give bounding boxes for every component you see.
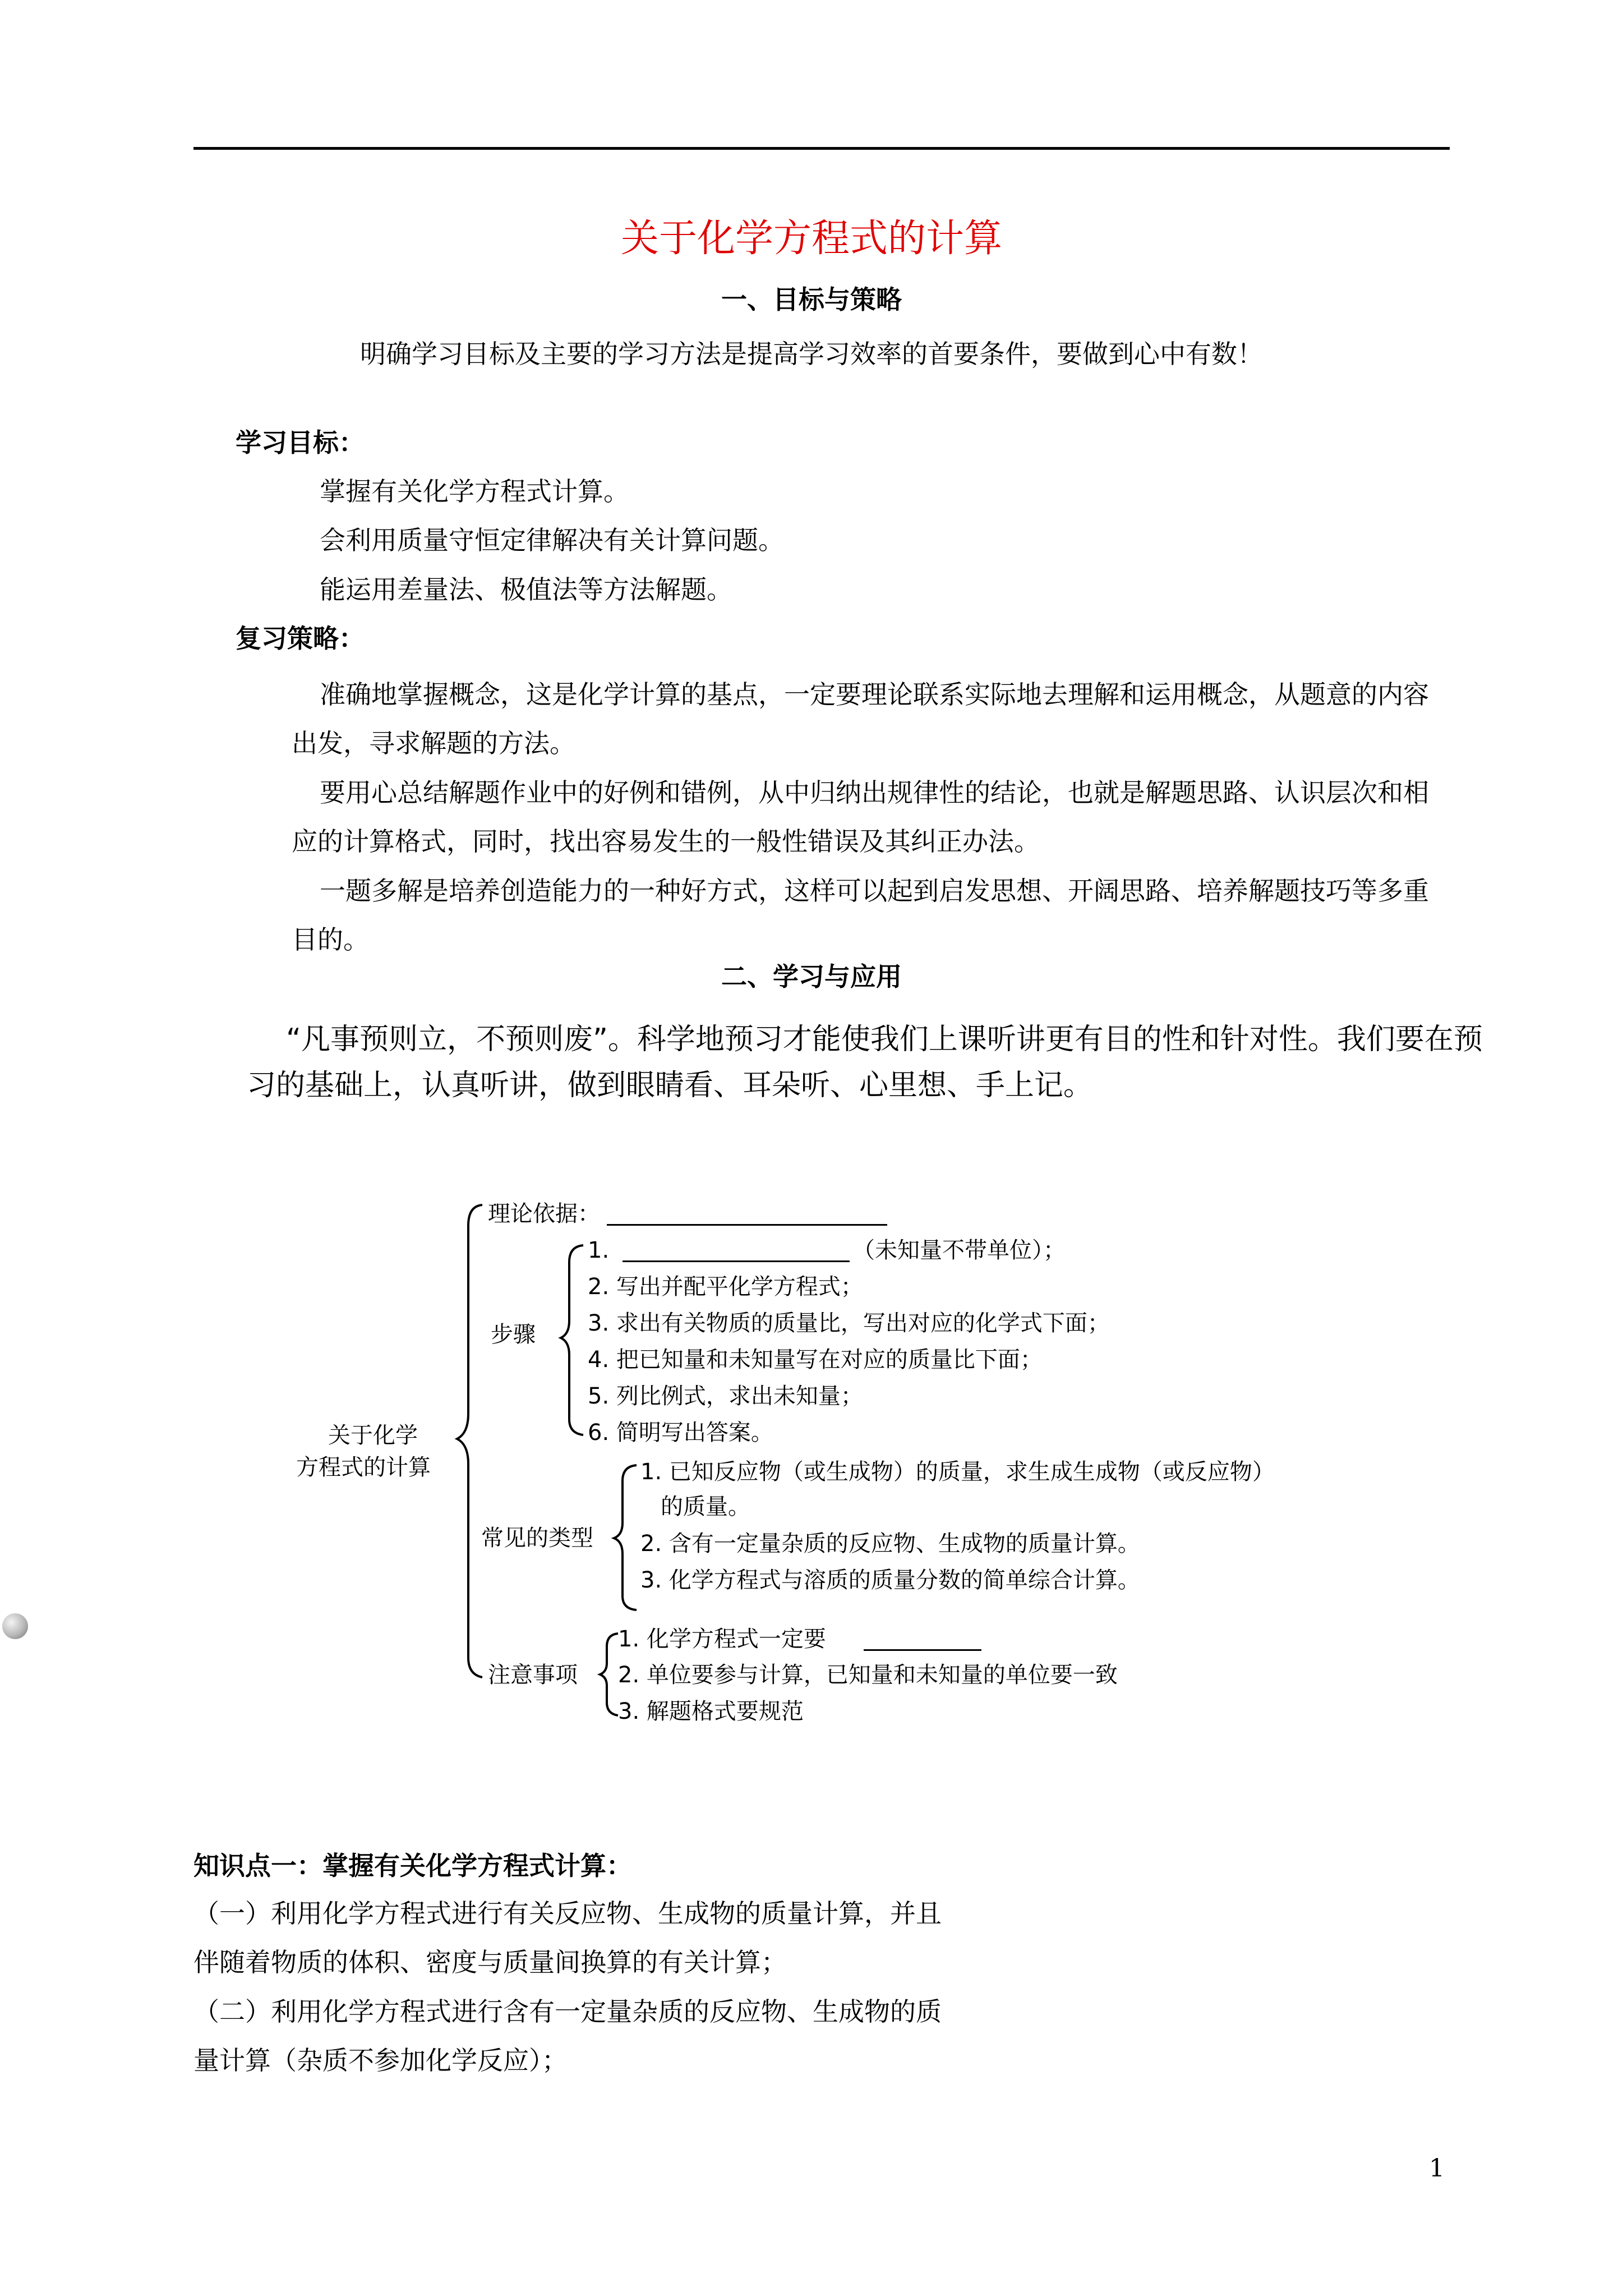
- page-title: 关于化学方程式的计算: [620, 217, 1002, 261]
- step-item: 1.: [588, 1237, 610, 1263]
- goal-item: 会利用质量守恒定律解决有关计算问题。: [320, 525, 784, 555]
- type-item: 2. 含有一定量杂质的反应物、生成物的质量计算。: [640, 1531, 1140, 1557]
- section-intro: 明确学习目标及主要的学习方法是提高学习效率的首要条件，要做到心中有数！: [360, 339, 1263, 369]
- preview-quote: “凡事预则立，不预则废”。科学地预习才能使我们上课听讲更有目的性和针对性。我们要在预习的基础上，认真听讲，做到眼睛看、耳朵听、心里想、手上记。: [247, 1023, 1483, 1102]
- strategy-item: 要用心总结解题作业中的好例和错例，从中归纳出规律性的结论，也就是解题思路、认识层次和相应的计算格式，同时，找出容易发生的一般性错误及其纠正办法。: [292, 777, 1429, 857]
- type-item: 3. 化学方程式与溶质的质量分数的简单综合计算。: [640, 1567, 1140, 1593]
- goal-item: 掌握有关化学方程式计算。: [320, 476, 629, 507]
- section-heading-goals: 一、目标与策略: [721, 284, 902, 315]
- type-item: 的质量。: [661, 1494, 750, 1520]
- step-item: 3. 求出有关物质的质量比，写出对应的化学式下面；: [588, 1310, 1110, 1336]
- note-item: 1. 化学方程式一定要: [618, 1626, 826, 1652]
- notes-brace: [600, 1634, 618, 1715]
- section-heading-study: 二、学习与应用: [721, 961, 902, 992]
- knowledge-heading: 知识点一：掌握有关化学方程式计算：: [193, 1851, 632, 1881]
- step-item: 4. 把已知量和未知量写在对应的质量比下面；: [588, 1347, 1043, 1373]
- diagram-root-label: 关于化学: [328, 1423, 418, 1448]
- types-label: 常见的类型: [481, 1525, 593, 1551]
- knowledge-item-line: （一）利用化学方程式进行有关反应物、生成物的质量计算，并且: [193, 1898, 942, 1929]
- strategy-item: 一题多解是培养创造能力的一种好方式，这样可以起到启发思想、开阔思路、培养解题技巧等多重目的。: [292, 876, 1429, 955]
- diagram-root-label: 方程式的计算: [296, 1455, 431, 1480]
- step1-suffix: （未知量不带单位）；: [852, 1237, 1066, 1263]
- strategy-item: 准确地掌握概念，这是化学计算的基点，一定要理论联系实际地去理解和运用概念，从题意的内容出发，寻求解题的方法。: [292, 679, 1429, 758]
- goal-item: 能运用差量法、极值法等方法解题。: [320, 574, 732, 605]
- note-item: 2. 单位要参与计算，已知量和未知量的单位要一致: [618, 1662, 1118, 1688]
- note-item: 3. 解题格式要规范: [618, 1699, 804, 1724]
- steps-label: 步骤: [491, 1322, 536, 1347]
- page-number: 1: [1429, 2154, 1445, 2183]
- step-item: 6. 简明写出答案。: [588, 1420, 773, 1446]
- step1-blank: [623, 1260, 850, 1262]
- step-item: 2. 写出并配平化学方程式；: [588, 1274, 863, 1300]
- types-brace: [614, 1465, 637, 1610]
- type-item: 1. 已知反应物（或生成物）的质量，求生成生成物（或反应物）: [640, 1459, 1275, 1485]
- steps-brace: [561, 1245, 583, 1435]
- knowledge-item-line: （二）利用化学方程式进行含有一定量杂质的反应物、生成物的质: [193, 1996, 942, 2027]
- note1-blank: [864, 1649, 981, 1651]
- basis-blank: [607, 1224, 887, 1226]
- strategy-label: 复习策略：: [236, 623, 365, 654]
- main-brace: [457, 1205, 482, 1677]
- knowledge-item-line: 伴随着物质的体积、密度与质量间换算的有关计算；: [193, 1947, 787, 1977]
- knowledge-item-line: 量计算（杂质不参加化学反应）；: [193, 2045, 568, 2076]
- notes-label: 注意事项: [488, 1662, 578, 1688]
- goals-label: 学习目标：: [236, 427, 365, 458]
- step-item: 5. 列比例式，求出未知量；: [588, 1383, 863, 1409]
- margin-bullet-icon: [2, 1613, 28, 1639]
- basis-label: 理论依据：: [488, 1201, 600, 1227]
